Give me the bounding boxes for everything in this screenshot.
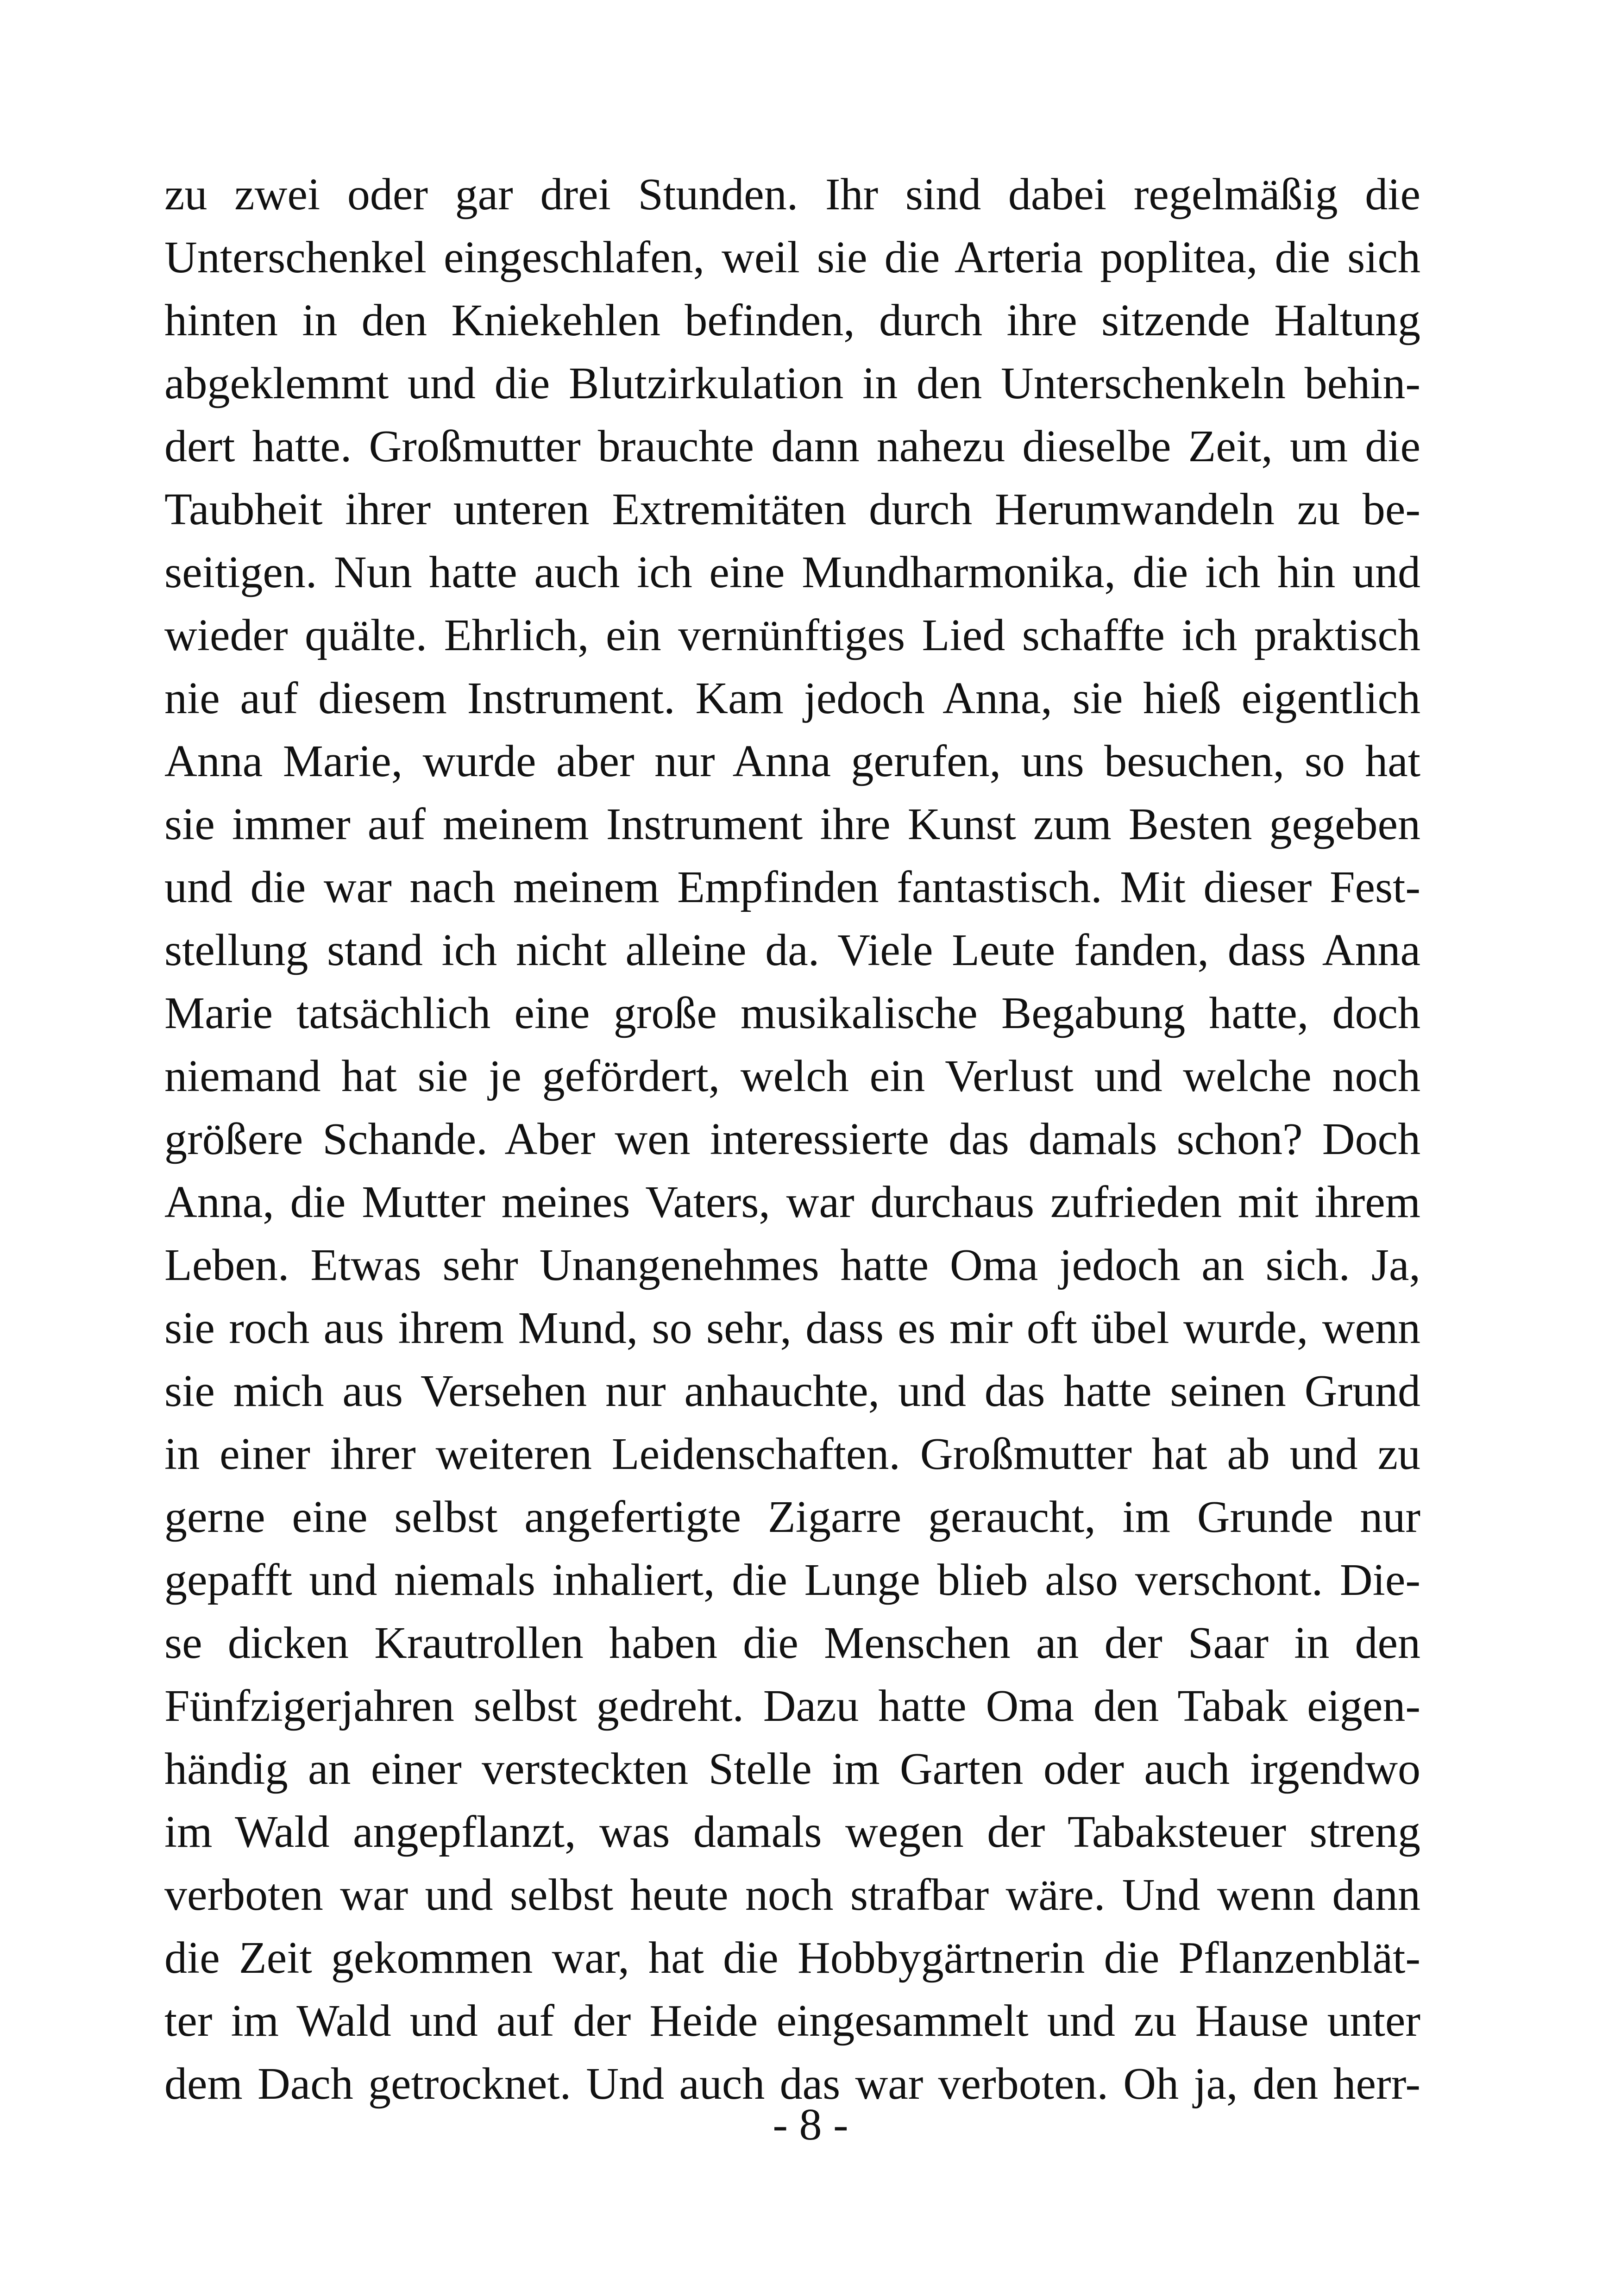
text-line: se dicken Krautrollen haben die Menschen an der Saar in den — [164, 1618, 1420, 1668]
body-text — [164, 163, 1420, 2115]
text-line: dem Dach getrocknet. Und auch das war verboten. Oh ja, den herr- — [164, 2059, 1420, 2109]
text-line: stellung stand ich nicht alleine da. Viele Leute fanden, dass Anna — [164, 925, 1420, 975]
text-line: die Zeit gekommen war, hat die Hobbygärtnerin die Pflanzenblät- — [164, 1933, 1420, 1983]
text-line: gepafft und niemals inhaliert, die Lunge blieb also verschont. Die- — [164, 1555, 1420, 1605]
text-line: sie roch aus ihrem Mund, so sehr, dass es mir oft übel wurde, wenn — [164, 1303, 1420, 1353]
text-line: größere Schande. Aber wen interessierte das damals schon? Doch — [164, 1114, 1420, 1164]
text-line: in einer ihrer weiteren Leidenschaften. Großmutter hat ab und zu — [164, 1429, 1420, 1479]
text-line: dert hatte. Großmutter brauchte dann nahezu dieselbe Zeit, um die — [164, 421, 1420, 471]
text-line: Unterschenkel eingeschlafen, weil sie die Arteria poplitea, die sich — [164, 232, 1420, 282]
text-line: abgeklemmt und die Blutzirkulation in den Unterschenkeln behin- — [164, 358, 1420, 408]
text-line: ter im Wald und auf der Heide eingesammelt und zu Hause unter — [164, 1996, 1420, 2046]
text-line: Fünfzigerjahren selbst gedreht. Dazu hatte Oma den Tabak eigen- — [164, 1681, 1420, 1731]
text-line: Marie tatsächlich eine große musikalische Begabung hatte, doch — [164, 988, 1420, 1038]
text-line: sie immer auf meinem Instrument ihre Kunst zum Besten gegeben — [164, 799, 1420, 849]
text-line: Anna Marie, wurde aber nur Anna gerufen, uns besuchen, so hat — [164, 736, 1420, 786]
text-line: hinten in den Kniekehlen befinden, durch ihre sitzende Haltung — [164, 295, 1420, 345]
text-line: zu zwei oder gar drei Stunden. Ihr sind dabei regelmäßig die — [164, 169, 1420, 220]
page-number: - 8 - — [773, 2100, 848, 2150]
text-line: gerne eine selbst angefertigte Zigarre geraucht, im Grunde nur — [164, 1492, 1420, 1542]
text-line: verboten war und selbst heute noch strafbar wäre. Und wenn dann — [164, 1870, 1420, 1920]
text-line: Leben. Etwas sehr Unangenehmes hatte Oma jedoch an sich. Ja, — [164, 1240, 1420, 1290]
text-line: händig an einer versteckten Stelle im Garten oder auch irgendwo — [164, 1744, 1420, 1794]
text-line: seitigen. Nun hatte auch ich eine Mundharmonika, die ich hin und — [164, 547, 1420, 597]
text-line: im Wald angepflanzt, was damals wegen der Tabaksteuer streng — [164, 1807, 1420, 1857]
text-line: und die war nach meinem Empfinden fantastisch. Mit dieser Fest- — [164, 862, 1420, 912]
text-line: niemand hat sie je gefördert, welch ein Verlust und welche noch — [164, 1051, 1420, 1101]
text-line: Anna, die Mutter meines Vaters, war durchaus zufrieden mit ihrem — [164, 1177, 1420, 1227]
text-line: Taubheit ihrer unteren Extremitäten durch Herumwandeln zu be- — [164, 484, 1420, 534]
text-line: nie auf diesem Instrument. Kam jedoch Anna, sie hieß eigentlich — [164, 673, 1420, 723]
text-line: wieder quälte. Ehrlich, ein vernünftiges Lied schaffte ich praktisch — [164, 610, 1420, 660]
text-line: sie mich aus Versehen nur anhauchte, und das hatte seinen Grund — [164, 1366, 1420, 1416]
